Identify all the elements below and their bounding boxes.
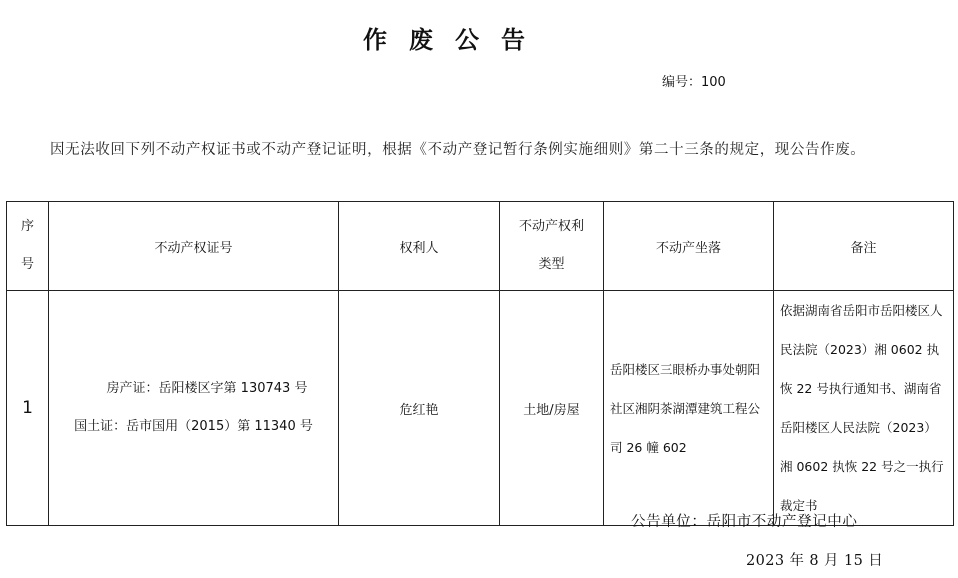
table-row: [7, 291, 954, 526]
issuing-unit: 公告单位：岳阳市不动产登记中心: [631, 514, 858, 530]
cell-owner: 危红艳: [339, 291, 500, 526]
header-right-type: 不动产权利 类型: [500, 202, 604, 291]
cell-right-type: 土地/房屋: [500, 291, 604, 526]
header-location: 不动产坐落: [604, 202, 774, 291]
document-title: 作废公告: [363, 26, 547, 54]
cert-land: 国土证：岳市国用（2015）第 11340 号: [74, 419, 313, 434]
document-number-label: 编号：: [662, 75, 702, 90]
intro-paragraph: 因无法收回下列不动产权证书或不动产登记证明，根据《不动产登记暂行条例实施细则》第二十三条的规定，现公告作废。: [50, 142, 866, 158]
table-header-row: [7, 202, 954, 291]
document-number-value: 100: [701, 75, 726, 90]
cell-location: 岳阳楼区三眼桥办事处朝阳社区湘阴茶湖潭建筑工程公司 26 幢 602: [604, 291, 774, 526]
issue-date: 2023 年 8 月 15 日: [746, 553, 884, 569]
cert-house: 房产证：岳阳楼区字第 130743 号: [106, 381, 308, 396]
header-seq: 序 号: [7, 202, 49, 291]
cell-cert-no: [49, 291, 339, 526]
header-cert-no: 不动产权证号: [49, 202, 339, 291]
cell-remark: 依据湖南省岳阳市岳阳楼区人民法院（2023）湘 0602 执恢 22 号执行通知书、湖南省岳阳楼区人民法院（2023）湘 0602 执恢 22 号之一执行裁定书: [774, 291, 954, 526]
cell-seq: 1: [7, 291, 49, 526]
header-remark: 备注: [774, 202, 954, 291]
document-number: [662, 71, 726, 90]
void-certificate-table: [6, 201, 954, 526]
header-owner: 权利人: [339, 202, 500, 291]
